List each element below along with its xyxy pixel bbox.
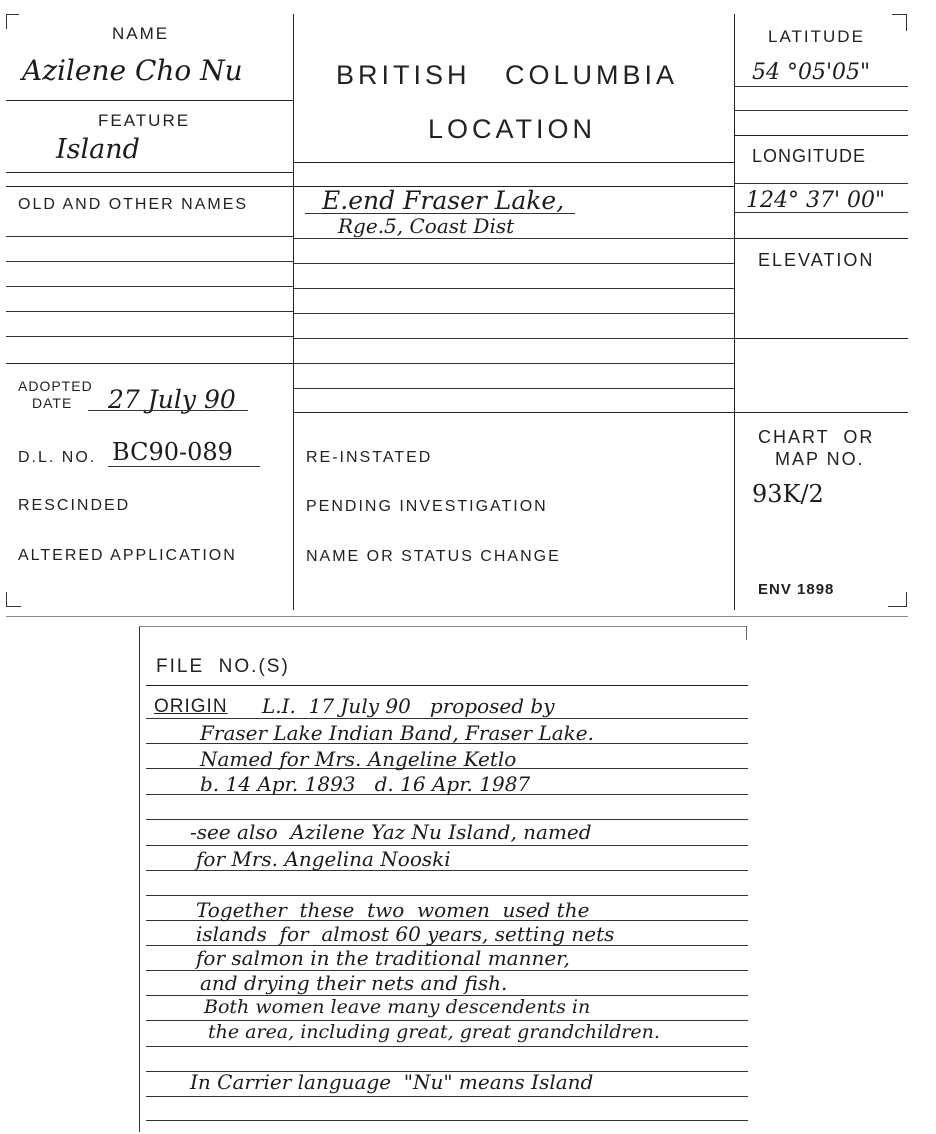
note-line-11: Both women leave many descendents in (204, 996, 591, 1018)
dl-number-value: BC90-089 (112, 438, 233, 466)
chart-label-line-2: MAP NO. (775, 449, 865, 469)
card-bottom-edge (6, 616, 908, 617)
old-names-line-1: E.end Fraser Lake, (322, 186, 565, 215)
latitude-label: LATITUDE (768, 27, 865, 46)
adopted-date-value: 27 July 90 (108, 385, 236, 414)
note-line-7: Together these two women used the (196, 898, 590, 922)
file-card-right-edge (746, 626, 747, 640)
note-line-1: L.I. 17 July 90 proposed by (262, 694, 555, 718)
rescinded-label: RESCINDED (18, 497, 131, 514)
elevation-label: ELEVATION (758, 250, 875, 270)
note-line-10: and drying their nets and fish. (200, 971, 508, 995)
note-line-9: for salmon in the traditional manner, (196, 946, 570, 970)
reinstated-label: RE-INSTATED (306, 449, 433, 466)
note-line-12: the area, including great, great grandchildren. (208, 1021, 660, 1043)
note-line-13: In Carrier language "Nu" means Island (190, 1070, 594, 1094)
corner-mark-bottom-right (888, 592, 907, 607)
old-names-line-2: Rge.5, Coast Dist (338, 214, 515, 238)
file-card-left-edge (139, 626, 140, 1132)
file-number-label: FILE NO.(S) (156, 656, 290, 677)
note-line-8: islands for almost 60 years, setting nets (196, 922, 615, 946)
adopted-label-top: ADOPTED (18, 378, 93, 394)
origin-label: ORIGIN (154, 696, 228, 717)
note-line-4: b. 14 Apr. 1893 d. 16 Apr. 1987 (200, 772, 531, 796)
altered-application-label: ALTERED APPLICATION (18, 547, 237, 564)
longitude-value: 124° 37' 00" (746, 188, 886, 213)
note-line-5: -see also Azilene Yaz Nu Island, named (190, 820, 592, 844)
feature-value: Island (56, 134, 140, 165)
corner-mark-bottom-left (6, 592, 21, 607)
feature-label: FEATURE (98, 111, 191, 130)
name-status-change-label: NAME OR STATUS CHANGE (306, 548, 561, 565)
latitude-value: 54 °05'05" (752, 60, 871, 85)
pending-investigation-label: PENDING INVESTIGATION (306, 498, 548, 515)
corner-mark-top-left (6, 14, 19, 29)
note-line-3: Named for Mrs. Angeline Ketlo (200, 747, 517, 771)
file-card-top-edge (139, 626, 747, 627)
chart-map-value: 93K/2 (752, 480, 824, 508)
right-column-divider (734, 14, 735, 610)
longitude-label: LONGITUDE (752, 146, 867, 166)
title-line-2: LOCATION (428, 114, 597, 144)
form-number: ENV 1898 (758, 581, 835, 598)
note-line-6: for Mrs. Angelina Nooski (196, 847, 451, 871)
name-label: NAME (112, 24, 170, 43)
corner-mark-top-right (892, 14, 907, 31)
left-column-divider (293, 14, 294, 610)
note-line-2: Fraser Lake Indian Band, Fraser Lake. (200, 721, 594, 745)
name-value: Azilene Cho Nu (22, 54, 243, 87)
title-line-1: BRITISH COLUMBIA (336, 60, 679, 90)
dl-number-label: D.L. NO. (18, 449, 97, 466)
adopted-label-bottom: DATE (32, 395, 73, 411)
chart-label-line-1: CHART OR (758, 427, 875, 447)
old-names-label: OLD AND OTHER NAMES (18, 196, 249, 213)
